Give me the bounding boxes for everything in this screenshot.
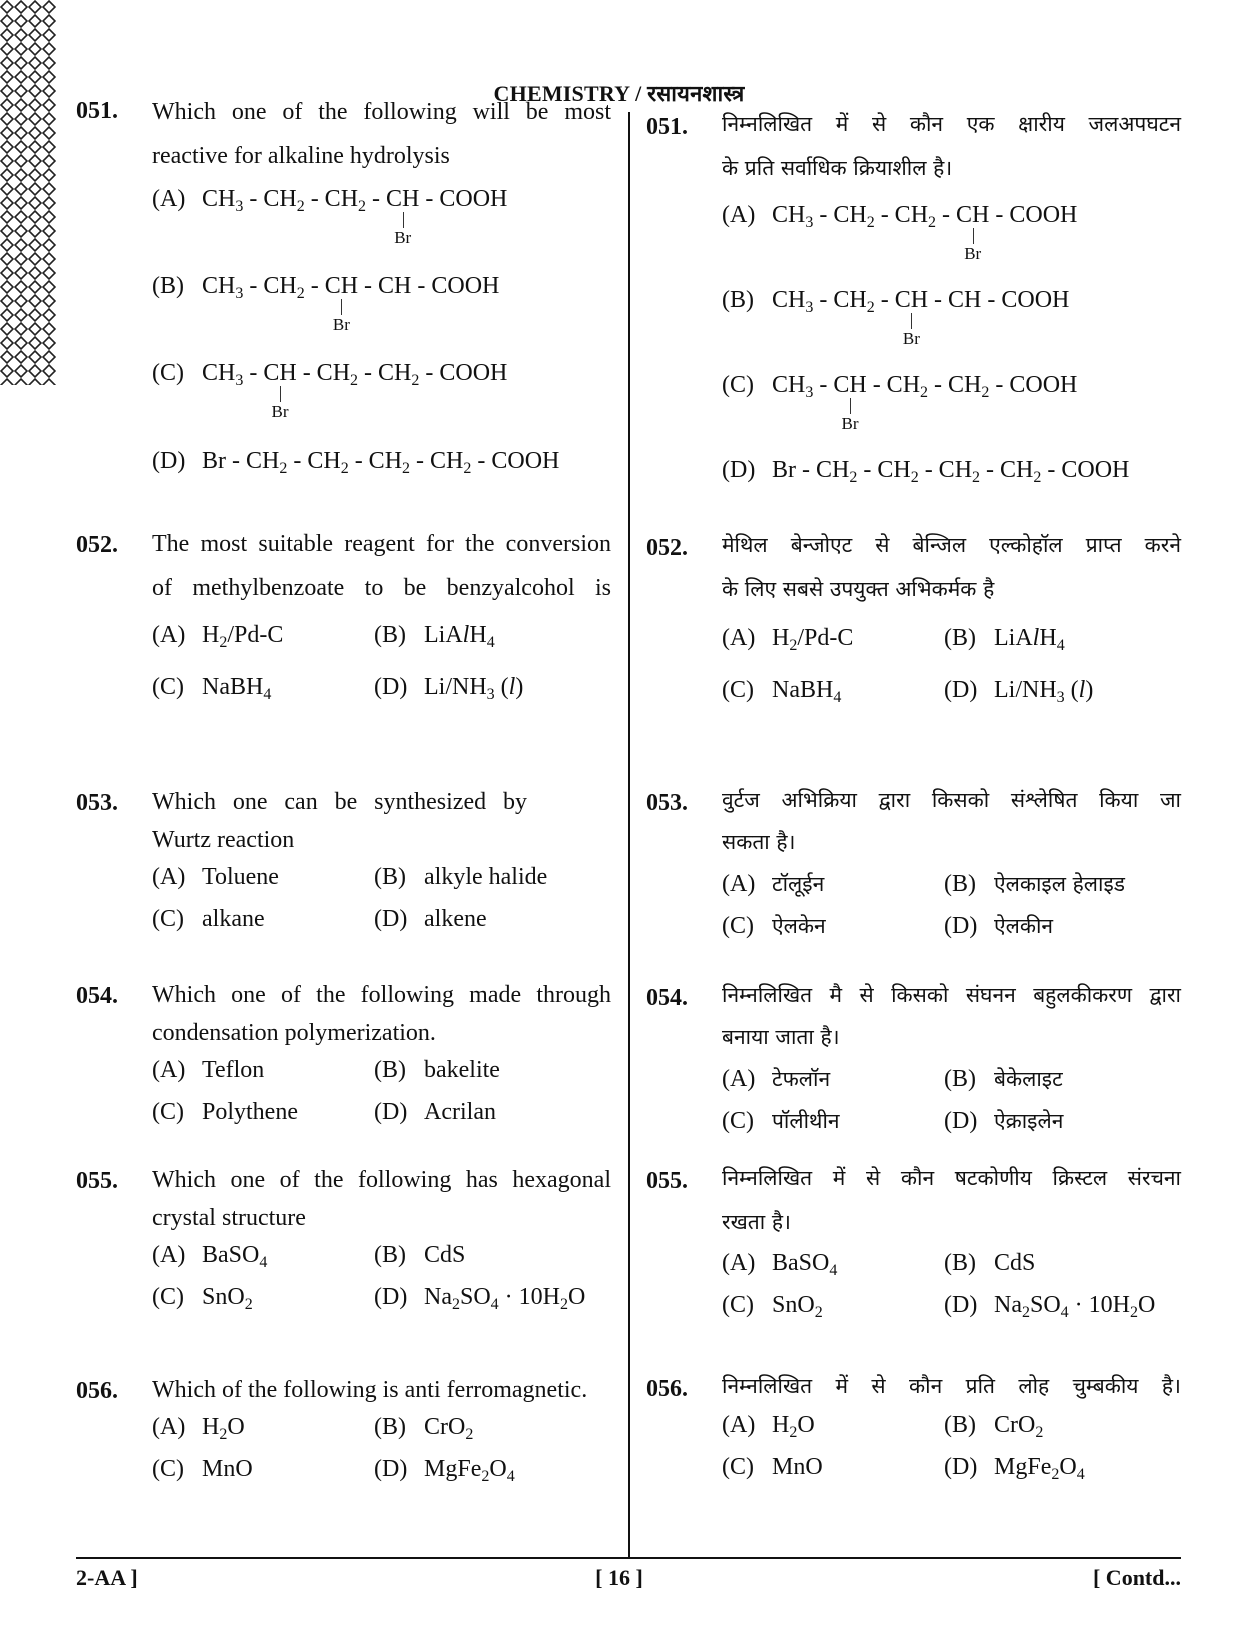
option-b: (B) LiAlH$_4$ bbox=[374, 622, 495, 651]
option-b: (B) bakelite bbox=[374, 1057, 500, 1083]
question-text-line: Which one of the following will be most bbox=[152, 99, 611, 125]
page-number: [ 16 ] bbox=[595, 1565, 643, 1590]
option-d: (D) $MgFe_2O_4$ bbox=[944, 1454, 1085, 1483]
option-d: (D) ऐक्राइलेन bbox=[944, 1108, 1064, 1134]
question-number: 054. bbox=[646, 985, 688, 1011]
option-b: (B) LiAlH$_4$ bbox=[944, 625, 1065, 654]
question-text-line: निम्नलिखित में से कौन षटकोणीय क्रिस्टल संरचना bbox=[722, 1166, 1181, 1190]
option-a: (A) $CH_3 - CH_2 - CH_2$ - CH Br - COOH bbox=[152, 186, 508, 247]
option-d: (D) $Li/NH_3$ (l) bbox=[374, 674, 524, 703]
question-text-line: Wurtz reaction bbox=[152, 827, 295, 853]
question-text-line: The most suitable reagent for the conversion bbox=[152, 531, 611, 557]
footer-rule bbox=[76, 1557, 1181, 1559]
option-c: (C) MnO bbox=[152, 1456, 253, 1482]
option-d: (D) $Na_2SO_4 \cdot 10H_2O$ bbox=[944, 1292, 1156, 1321]
option-c: (C) SnO$_2$ bbox=[152, 1284, 253, 1313]
option-a: (A) $H_2/Pd-C$ bbox=[152, 622, 284, 651]
booklet-code: 2-AA ] bbox=[76, 1565, 138, 1590]
option-b: (B) $CH_3 - CH_2$ - CH Br - CH - COOH bbox=[152, 273, 500, 334]
question-text-line: सकता है। bbox=[722, 830, 796, 854]
option-a: (A) Toluene bbox=[152, 864, 279, 890]
option-a: (A) टॉलूईन bbox=[722, 871, 825, 897]
option-c: (C) alkane bbox=[152, 906, 265, 932]
continued-label: [ Contd... bbox=[1092, 1565, 1181, 1590]
option-c: (C) MnO bbox=[722, 1454, 823, 1480]
option-a: (A) Teflon bbox=[152, 1057, 265, 1083]
option-d: (D) $Na_2SO_4 \cdot 10H_2O$ bbox=[374, 1284, 586, 1313]
question-number: 054. bbox=[76, 983, 118, 1009]
question-number: 056. bbox=[76, 1378, 118, 1404]
option-c: (C) NaBH$_4$ bbox=[152, 674, 272, 703]
option-a: (A) $CH_3 - CH_2 - CH_2$ - CH Br - COOH bbox=[722, 202, 1078, 263]
question-number: 051. bbox=[646, 114, 688, 140]
question-number: 055. bbox=[76, 1168, 118, 1194]
column-divider bbox=[628, 112, 630, 1558]
option-c: (C) ऐलकेन bbox=[722, 913, 826, 939]
page-header: CHEMISTRY / रसायनशास्त्र bbox=[493, 81, 745, 106]
option-a: (A) BaSO$_4$ bbox=[152, 1242, 268, 1271]
option-d: (D) Acrilan bbox=[374, 1099, 496, 1125]
option-b: (B) ऐलकाइल हेलाइड bbox=[944, 871, 1126, 897]
option-b: (B) $CH_3 - CH_2$ - CH Br - CH - COOH bbox=[722, 287, 1070, 348]
option-b: (B) CrO$_2$ bbox=[374, 1414, 474, 1443]
option-b: (B) CdS bbox=[374, 1242, 466, 1268]
edge-decoration bbox=[0, 0, 58, 410]
option-d: (D) Br - $CH_2 - CH_2 - CH_2 - CH_2$ - COOH bbox=[152, 448, 560, 477]
question-text-line: crystal structure bbox=[152, 1205, 306, 1231]
option-b: (B) CrO$_2$ bbox=[944, 1412, 1044, 1441]
option-b: (B) बेकेलाइट bbox=[944, 1066, 1063, 1092]
question-text-line: Which one of the following made through bbox=[152, 982, 611, 1008]
question-text-line: निम्नलिखित में से कौन एक क्षारीय जलअपघटन bbox=[722, 112, 1181, 136]
option-c: (C) NaBH$_4$ bbox=[722, 677, 842, 706]
question-text-line: रखता है। bbox=[722, 1210, 791, 1234]
option-a: (A) $H_2O$ bbox=[722, 1412, 815, 1441]
option-a: (A) $H_2/Pd-C$ bbox=[722, 625, 854, 654]
question-text-line: वुर्टज अभिक्रिया द्वारा किसको संश्लेषित किया जा bbox=[722, 788, 1181, 812]
option-d: (D) ऐलकीन bbox=[944, 913, 1054, 939]
question-number: 056. bbox=[646, 1376, 688, 1402]
question-text-line: Which one of the following has hexagonal bbox=[152, 1167, 611, 1193]
option-d: (D) $MgFe_2O_4$ bbox=[374, 1456, 515, 1485]
option-d: (D) alkene bbox=[374, 906, 487, 932]
question-number: 051. bbox=[76, 98, 118, 124]
question-number: 053. bbox=[646, 790, 688, 816]
question-text-line: के लिए सबसे उपयुक्त अभिकर्मक है bbox=[722, 577, 995, 601]
option-c: (C) $CH_3$ - CH Br - $CH_2 - CH_2$ - COOH bbox=[722, 372, 1078, 433]
option-d: (D) $Li/NH_3$ (l) bbox=[944, 677, 1094, 706]
option-d: (D) Br - $CH_2 - CH_2 - CH_2 - CH_2$ - COOH bbox=[722, 457, 1130, 486]
question-text-line: निम्नलिखित में से कौन प्रति लोह चुम्बकीय है। bbox=[722, 1374, 1181, 1398]
question-number: 053. bbox=[76, 790, 118, 816]
question-number: 052. bbox=[76, 532, 118, 558]
question-text-line: reactive for alkaline hydrolysis bbox=[152, 143, 450, 169]
question-text-line: Which of the following is anti ferromagnetic. bbox=[152, 1377, 588, 1403]
question-text-line: के प्रति सर्वाधिक क्रियाशील है। bbox=[722, 156, 953, 180]
option-a: (A) टेफलॉन bbox=[722, 1066, 831, 1092]
question-text-line: Which one can be synthesized by bbox=[152, 789, 527, 815]
question-text-line: मेथिल बेन्जोएट से बेन्जिल एल्कोहॉल प्राप्त करने bbox=[722, 533, 1181, 557]
question-text-line: of methylbenzoate to be benzyalcohol is bbox=[152, 575, 611, 601]
option-c: (C) SnO$_2$ bbox=[722, 1292, 823, 1321]
question-text-line: बनाया जाता है। bbox=[722, 1025, 840, 1049]
option-a: (A) BaSO$_4$ bbox=[722, 1250, 838, 1279]
option-b: (B) CdS bbox=[944, 1250, 1036, 1276]
question-text-line: निम्नलिखित मै से किसको संघनन बहुलकीकरण द्वारा bbox=[722, 983, 1181, 1007]
question-number: 052. bbox=[646, 535, 688, 561]
option-b: (B) alkyle halide bbox=[374, 864, 548, 890]
question-text-line: condensation polymerization. bbox=[152, 1020, 436, 1046]
question-number: 055. bbox=[646, 1168, 688, 1194]
option-c: (C) Polythene bbox=[152, 1099, 298, 1125]
option-c: (C) पॉलीथीन bbox=[722, 1108, 840, 1134]
option-c: (C) $CH_3$ - CH Br - $CH_2 - CH_2$ - COOH bbox=[152, 360, 508, 421]
option-a: (A) $H_2O$ bbox=[152, 1414, 245, 1443]
